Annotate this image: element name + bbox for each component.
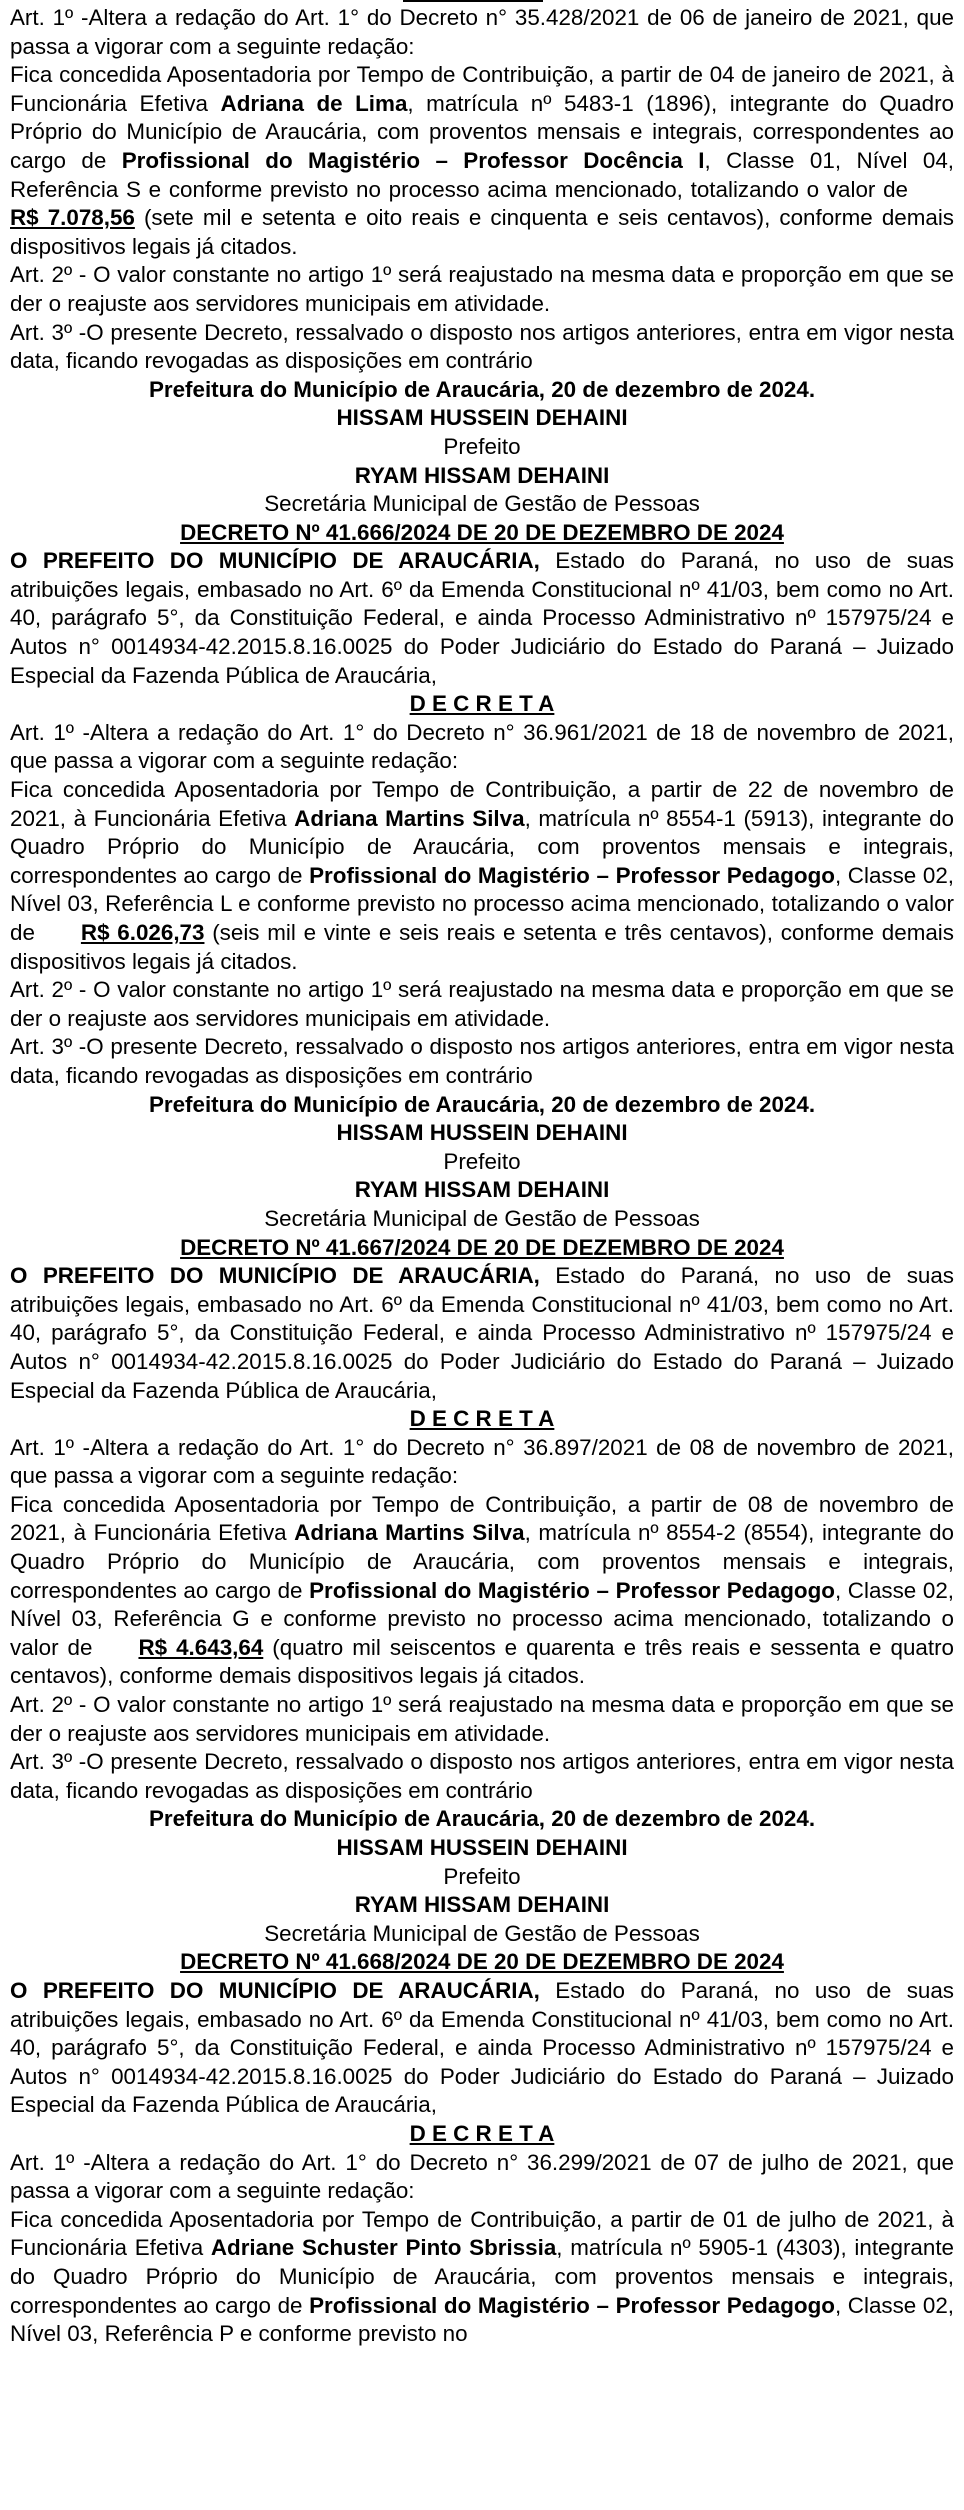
employee-name: Adriana Martins Silva — [294, 805, 525, 831]
article-1-body — [10, 1491, 954, 1691]
pension-value: R$ 7.078,56 — [10, 205, 135, 231]
preamble-authority: O PREFEITO DO MUNICÍPIO DE ARAUCÁRIA, — [10, 1263, 540, 1289]
place-date: Prefeitura do Município de Araucária, 20 de dezembro de 2024. — [148, 376, 816, 402]
preamble-text: Estado do Paraná, no uso de suas atribuições legais, embasado no Art. 6º da Emenda Constitucional nº 41/03, bem como no Art. 40, parágrafo 5°, da Constituição Federal, e ainda Processo Administrativo nº 157975/24 e Autos n° 0014934-42.2015.8.16.0025 do Poder Judiciário do Estado do Paraná – Juizado Especial da Fazenda Pública de Araucária, — [10, 1977, 954, 2118]
value-in-words: (sete mil e setenta e oito reais e cinquenta e seis centavos), conforme demais dispositivos legais já citados. — [10, 205, 954, 259]
article-1-body — [10, 776, 954, 976]
article-2: Art. 2º - O valor constante no artigo 1º será reajustado na mesma data e proporção em que se der o reajuste aos servidores municipais em atividade. — [10, 977, 954, 1031]
secretary-title: Secretária Municipal de Gestão de Pessoas — [264, 1920, 700, 1946]
article-3: Art. 3º -O presente Decreto, ressalvado o disposto nos artigos anteriores, entra em vigor nesta data, ficando revogadas as disposições em contrário — [10, 1749, 954, 1803]
body-text: Fica concedida Aposentadoria por Tempo de Contribuição, a partir de 22 de novembro de 2021, à Funcionária Efetiva — [10, 777, 954, 831]
decree-preamble — [10, 547, 954, 690]
mayor-title: Prefeito — [443, 1148, 521, 1174]
top-rule-divider — [403, 0, 543, 2]
mayor-name: HISSAM HUSSEIN DEHAINI — [336, 1835, 628, 1860]
article-3: Art. 3º -O presente Decreto, ressalvado o disposto nos artigos anteriores, entra em vigor nesta data, ficando revogadas as disposições em contrário — [10, 319, 954, 374]
decree-41666 — [10, 519, 954, 1234]
mayor-name: HISSAM HUSSEIN DEHAINI — [336, 405, 628, 431]
mayor-title: Prefeito — [443, 1863, 521, 1889]
secretary-name: RYAM HISSAM DEHAINI — [354, 462, 610, 488]
decree-continuation — [10, 4, 954, 519]
secretary-title: Secretária Municipal de Gestão de Pessoas — [264, 491, 700, 517]
body-text: , matrícula nº 5905-1 (4303), integrante do Quadro Próprio do Município de Araucária, com proventos mensais e integrais, correspondentes ao cargo de — [10, 2235, 955, 2318]
place-date: Prefeitura do Município de Araucária, 20 de dezembro de 2024. — [148, 1806, 816, 1832]
body-text: , Classe 02, Nível 03, Referência L e conforme previsto no processo acima mencionado, totalizando o valor de — [10, 862, 954, 945]
employee-name: Adriana de Lima — [220, 90, 408, 116]
article-1-heading: Art. 1º -Altera a redação do Art. 1° do Decreto n° 36.299/2021 de 07 de julho de 2021, que passa a vigorar com a seguinte redação: — [10, 2149, 954, 2204]
decreta-heading: D E C R E T A — [409, 1406, 555, 1432]
employee-role: Profissional do Magistério – Professor Docência I — [121, 147, 705, 173]
decree-preamble — [10, 1262, 954, 1405]
body-text: , Classe 01, Nível 04, Referência S e conforme previsto no processo acima mencionado, totalizando o valor de — [10, 147, 954, 202]
mayor-title: Prefeito — [443, 433, 521, 459]
body-text: Fica concedida Aposentadoria por Tempo de Contribuição, a partir de 08 de novembro de 2021, à Funcionária Efetiva — [10, 1491, 954, 1546]
article-3: Art. 3º -O presente Decreto, ressalvado o disposto nos artigos anteriores, entra em vigor nesta data, ficando revogadas as disposições em contrário — [10, 1034, 954, 1088]
employee-name: Adriana Martins Silva — [294, 1520, 525, 1546]
article-2: Art. 2º - O valor constante no artigo 1º será reajustado na mesma data e proporção em que se der o reajuste aos servidores municipais em atividade. — [10, 262, 954, 316]
body-text: , matrícula nº 8554-2 (8554), integrante do Quadro Próprio do Município de Araucária, com proventos mensais e integrais, correspondentes ao cargo de — [10, 1520, 954, 1603]
decree-41667 — [10, 1234, 954, 1949]
decree-title: DECRETO Nº 41.667/2024 DE 20 DE DEZEMBRO DE 2024 — [180, 1234, 784, 1260]
body-text: Fica concedida Aposentadoria por Tempo de Contribuição, a partir de 01 de julho de 2021, à Funcionária Efetiva — [10, 2206, 954, 2261]
article-1-heading: Art. 1º -Altera a redação do Art. 1° do Decreto n° 35.428/2021 de 06 de janeiro de 2021, que passa a vigorar com a seguinte redação: — [10, 5, 954, 59]
decree-title: DECRETO Nº 41.666/2024 DE 20 DE DEZEMBRO DE 2024 — [180, 519, 784, 545]
pension-value: R$ 6.026,73 — [80, 920, 205, 945]
employee-role: Profissional do Magistério – Professor Pedagogo — [309, 2292, 835, 2318]
body-text: , matrícula nº 8554-1 (5913), integrante do Quadro Próprio do Município de Araucária, com proventos mensais e integrais, correspondentes ao cargo de — [10, 805, 954, 888]
secretary-name: RYAM HISSAM DEHAINI — [354, 1892, 610, 1918]
article-1-body — [10, 2206, 954, 2349]
employee-role: Profissional do Magistério – Professor Pedagogo — [309, 1577, 835, 1603]
article-1-heading: Art. 1º -Altera a redação do Art. 1° do Decreto n° 36.897/2021 de 08 de novembro de 2021, que passa a vigorar com a seguinte redação: — [10, 1434, 954, 1489]
preamble-authority: O PREFEITO DO MUNICÍPIO DE ARAUCÁRIA, — [10, 1977, 540, 2003]
article-2: Art. 2º - O valor constante no artigo 1º será reajustado na mesma data e proporção em que se der o reajuste aos servidores municipais em atividade. — [10, 1692, 954, 1746]
decree-title: DECRETO Nº 41.668/2024 DE 20 DE DEZEMBRO DE 2024 — [180, 1949, 784, 1975]
body-text: , matrícula nº 5483-1 (1896), integrante do Quadro Próprio do Município de Araucária, com proventos mensais e integrais, correspondentes ao cargo de — [10, 90, 954, 173]
place-date: Prefeitura do Município de Araucária, 20 de dezembro de 2024. — [148, 1091, 816, 1117]
decreta-heading: D E C R E T A — [409, 2120, 555, 2146]
secretary-name: RYAM HISSAM DEHAINI — [354, 1177, 610, 1203]
preamble-text: Estado do Paraná, no uso de suas atribuições legais, embasado no Art. 6º da Emenda Constitucional nº 41/03, bem como no Art. 40, parágrafo 5°, da Constituição Federal, e ainda Processo Administrativo nº 157975/24 e Autos n° 0014934-42.2015.8.16.0025 do Poder Judiciário do Estado do Paraná – Juizado Especial da Fazenda Pública de Araucária, — [10, 1263, 954, 1403]
secretary-title: Secretária Municipal de Gestão de Pessoas — [264, 1205, 700, 1231]
employee-name: Adriane Schuster Pinto Sbrissia — [210, 2235, 557, 2261]
decree-41668 — [10, 1948, 954, 2348]
preamble-authority: O PREFEITO DO MUNICÍPIO DE ARAUCÁRIA, — [10, 548, 540, 574]
preamble-text: Estado do Paraná, no uso de suas atribuições legais, embasado no Art. 6º da Emenda Constitucional nº 41/03, bem como no Art. 40, parágrafo 5°, da Constituição Federal, e ainda Processo Administrativo nº 157975/24 e Autos n° 0014934-42.2015.8.16.0025 do Poder Judiciário do Estado do Paraná – Juizado Especial da Fazenda Pública de Araucária, — [10, 548, 954, 688]
value-in-words: (seis mil e vinte e seis reais e setenta e três centavos), conforme demais dispositivos legais já citados. — [10, 920, 954, 974]
decreta-heading: D E C R E T A — [409, 691, 555, 717]
article-1-heading: Art. 1º -Altera a redação do Art. 1° do Decreto n° 36.961/2021 de 18 de novembro de 2021, que passa a vigorar com a seguinte redação: — [10, 719, 954, 774]
value-in-words: (quatro mil seiscentos e quarenta e três reais e sessenta e quatro centavos), conforme demais dispositivos legais já citados. — [10, 1634, 954, 1689]
mayor-name: HISSAM HUSSEIN DEHAINI — [336, 1120, 628, 1146]
body-text: , Classe 02, Nível 03, Referência G e conforme previsto no processo acima mencionado, totalizando o valor de — [10, 1577, 954, 1660]
article-1-body — [10, 61, 954, 261]
pension-value: R$ 4.643,64 — [138, 1634, 264, 1660]
employee-role: Profissional do Magistério – Professor Pedagogo — [309, 862, 835, 888]
body-text: Fica concedida Aposentadoria por Tempo de Contribuição, a partir de 04 de janeiro de 2021, à Funcionária Efetiva — [10, 62, 954, 116]
decree-preamble — [10, 1977, 954, 2120]
body-text: , Classe 02, Nível 03, Referência P e conforme previsto no — [10, 2292, 954, 2347]
